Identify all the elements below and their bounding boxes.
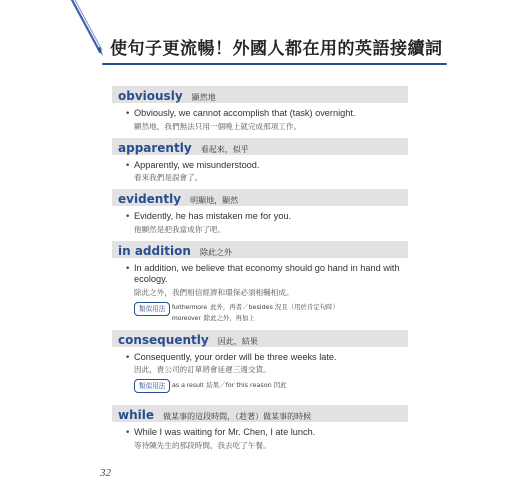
bullet-icon: • <box>125 428 131 438</box>
example-english: While I was waiting for Mr. Chen, I ate lunch. <box>134 427 316 437</box>
bullet-icon: • <box>125 212 131 222</box>
entry-consequently <box>112 330 408 400</box>
example-chinese: 因此，貴公司的訂單將會延遲三週交貨。 <box>134 365 271 374</box>
similar-english: moreover <box>172 314 201 322</box>
example-english: Apparently, we misunderstood. <box>134 159 260 170</box>
entry-word: obviously <box>118 89 183 103</box>
similar-chinese: 此外，再者／besides 況且（用於肯定句時） <box>210 302 339 311</box>
entry-meaning: 做某事的這段時間，（趁著）做某事的時候 <box>163 412 312 421</box>
example-chinese: 顯然地，我們無法只用一個晚上就完成那項工作。 <box>134 121 302 131</box>
entry-header <box>112 86 408 103</box>
example-english: Consequently, your order will be three weeks late. <box>134 351 337 362</box>
entry-word: apparently <box>118 140 192 155</box>
example <box>112 263 408 298</box>
entry-header <box>112 241 408 258</box>
conjunction-list <box>112 86 408 457</box>
title-underline <box>102 63 447 65</box>
entry-header <box>112 189 408 206</box>
entry-in-addition <box>112 241 408 324</box>
example-chinese: 看來我們是誤會了。 <box>134 173 203 182</box>
example <box>112 160 408 184</box>
similar-item <box>172 302 408 313</box>
similar-usage-badge: 類似用法 <box>134 302 170 316</box>
entry-word: while <box>118 408 154 422</box>
entry-header <box>112 138 408 155</box>
example <box>112 352 408 376</box>
pen-icon <box>56 0 116 60</box>
example <box>112 427 408 451</box>
bullet-icon: • <box>125 352 131 363</box>
entry-word: in addition <box>118 243 191 258</box>
entry-meaning: 除此之外 <box>199 247 232 257</box>
similar-usage <box>134 379 408 399</box>
entry-header <box>112 405 408 422</box>
entry-meaning: 看起來，似乎 <box>200 144 249 154</box>
entry-word: consequently <box>118 332 209 347</box>
similar-item <box>172 380 408 391</box>
entry-obviously <box>112 86 408 132</box>
similar-usage-badge: 類似用法 <box>134 379 170 393</box>
similar-english: as a result <box>172 382 204 389</box>
entry-meaning: 顯然地 <box>191 93 216 102</box>
example-chinese: 等待陳先生的那段時間，我去吃了午餐。 <box>134 440 271 450</box>
example-english: Obviously, we cannot accomplish that (task) overnight. <box>134 108 356 118</box>
example-english: Evidently, he has mistaken me for you. <box>134 211 292 221</box>
similar-chinese: 結果／for this reason 因此 <box>206 381 287 389</box>
example <box>112 211 408 235</box>
similar-item <box>172 313 408 324</box>
similar-chinese: 除此之外，再加上 <box>203 313 255 322</box>
entry-apparently <box>112 138 408 184</box>
example-english: In addition, we believe that economy should go hand in hand with ecology. <box>134 262 400 284</box>
similar-usage <box>134 302 408 324</box>
entry-header <box>112 330 408 347</box>
example-chinese: 他顯然是把我當成你了吧。 <box>134 224 226 234</box>
example-chinese: 除此之外，我們相信經濟和環保必須相輔相成。 <box>134 287 294 297</box>
entry-meaning: 因此，結果 <box>217 336 258 346</box>
similar-english: furthermore <box>172 303 208 311</box>
page-number: 32 <box>100 467 111 479</box>
page-title: 使句子更流暢！外國人都在用的英語接續詞 <box>110 39 443 59</box>
entry-word: evidently <box>118 192 182 206</box>
entry-evidently <box>112 189 408 235</box>
bullet-icon: • <box>125 160 131 171</box>
bullet-icon: • <box>125 263 131 274</box>
entry-while <box>112 405 408 451</box>
bullet-icon: • <box>125 109 131 119</box>
entry-meaning: 明顯地，顯然 <box>190 196 239 205</box>
example <box>112 108 408 132</box>
